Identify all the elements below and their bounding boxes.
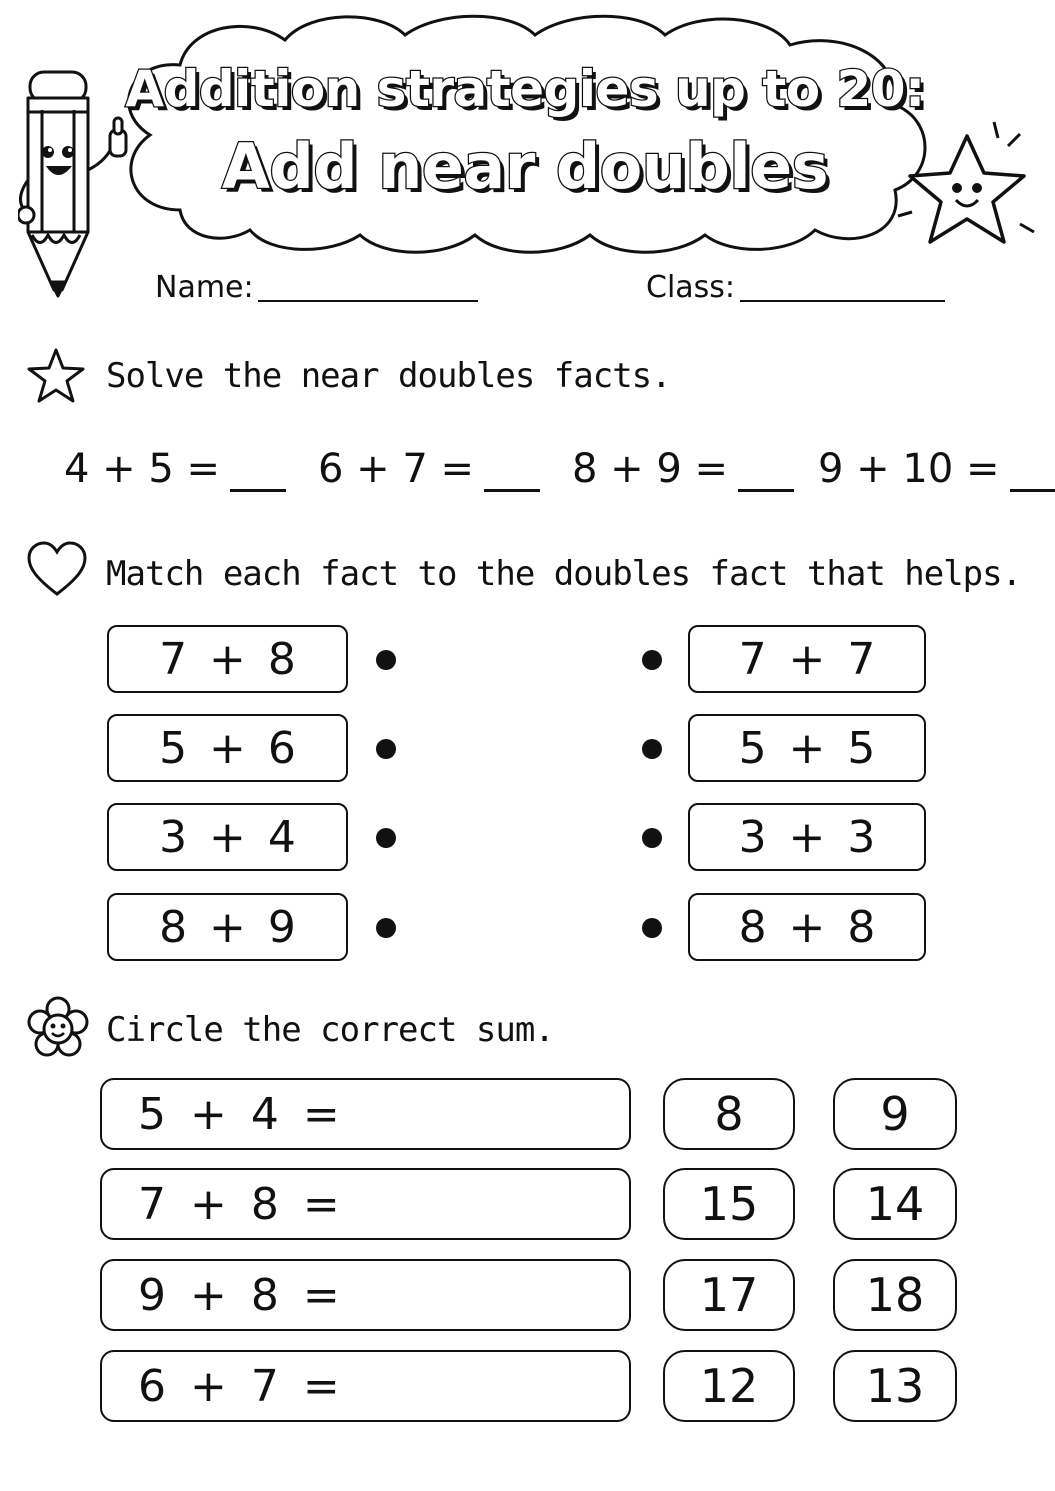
- sum-problem-box: 5 + 4 =: [100, 1078, 631, 1150]
- section3-instruction: Circle the correct sum.: [106, 1010, 554, 1050]
- match-left-box[interactable]: 8 + 9: [107, 893, 348, 961]
- sum-option[interactable]: 13: [833, 1350, 957, 1422]
- match-dot-right[interactable]: [642, 918, 662, 938]
- sum-option[interactable]: 15: [663, 1168, 795, 1240]
- match-dot-left[interactable]: [376, 918, 396, 938]
- worksheet-title-line1: Addition strategies up to 20:: [125, 60, 925, 118]
- section1-instruction: Solve the near doubles facts.: [106, 356, 671, 396]
- star-mascot-icon: [892, 118, 1042, 268]
- match-dot-right[interactable]: [642, 828, 662, 848]
- match-dot-left[interactable]: [376, 739, 396, 759]
- match-right-box[interactable]: 5 + 5: [688, 714, 926, 782]
- near-double-fact: [64, 446, 286, 492]
- match-left-box[interactable]: 5 + 6: [107, 714, 348, 782]
- flower-icon: [26, 996, 90, 1062]
- sum-option[interactable]: 17: [663, 1259, 795, 1331]
- name-label: Name:: [155, 270, 254, 305]
- fact-text: 6 + 7 =: [318, 446, 475, 492]
- answer-blank[interactable]: [484, 451, 540, 492]
- match-left-box[interactable]: 3 + 4: [107, 803, 348, 871]
- fact-text: 8 + 9 =: [572, 446, 729, 492]
- section2-instruction: Match each fact to the doubles fact that helps.: [106, 554, 1022, 594]
- match-right-box[interactable]: 8 + 8: [688, 893, 926, 961]
- sum-problem-box: 9 + 8 =: [100, 1259, 631, 1331]
- near-double-fact: [318, 446, 540, 492]
- name-field-line[interactable]: [258, 300, 478, 302]
- fact-text: 4 + 5 =: [64, 446, 221, 492]
- heart-icon: [26, 540, 88, 598]
- worksheet-title-line2: Add near doubles: [221, 130, 829, 203]
- match-dot-right[interactable]: [642, 739, 662, 759]
- pencil-mascot-icon: [18, 60, 138, 305]
- sum-option[interactable]: 9: [833, 1078, 957, 1150]
- match-dot-left[interactable]: [376, 650, 396, 670]
- answer-blank[interactable]: [230, 451, 286, 492]
- class-label: Class:: [646, 270, 736, 305]
- match-right-box[interactable]: 7 + 7: [688, 625, 926, 693]
- sum-problem-box: 7 + 8 =: [100, 1168, 631, 1240]
- answer-blank[interactable]: [1010, 451, 1055, 492]
- match-right-box[interactable]: 3 + 3: [688, 803, 926, 871]
- sum-problem-box: 6 + 7 =: [100, 1350, 631, 1422]
- star-icon: [26, 346, 86, 406]
- class-field-line[interactable]: [740, 300, 945, 302]
- match-dot-left[interactable]: [376, 828, 396, 848]
- near-double-fact: [572, 446, 794, 492]
- match-left-box[interactable]: 7 + 8: [107, 625, 348, 693]
- match-dot-right[interactable]: [642, 650, 662, 670]
- sum-option[interactable]: 12: [663, 1350, 795, 1422]
- near-double-fact: [818, 446, 1055, 492]
- sum-option[interactable]: 18: [833, 1259, 957, 1331]
- answer-blank[interactable]: [738, 451, 794, 492]
- sum-option[interactable]: 8: [663, 1078, 795, 1150]
- sum-option[interactable]: 14: [833, 1168, 957, 1240]
- fact-text: 9 + 10 =: [818, 446, 1000, 492]
